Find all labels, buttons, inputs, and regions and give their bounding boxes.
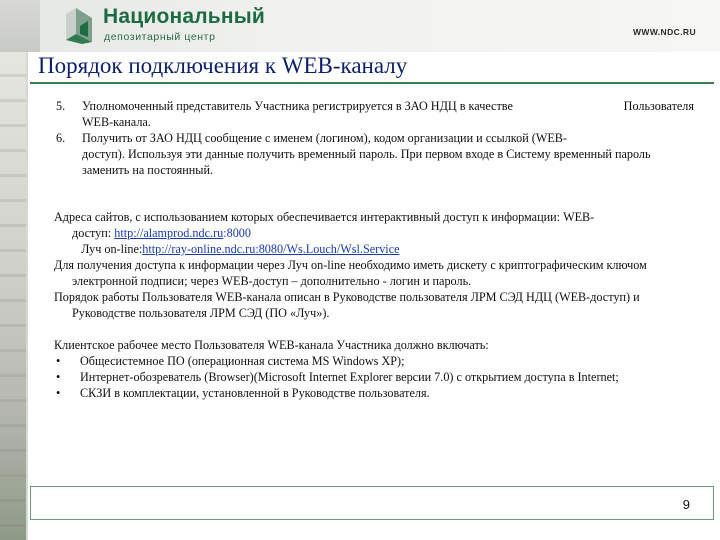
web-access-link[interactable]: http://alamprod.ndc.ru (114, 226, 224, 240)
luch-online-line: Луч on-line:http://ray-online.ndc.ru:8080/Ws.Louch/Wsl.Service (81, 242, 400, 256)
manual-reference: Порядок работы Пользователя WEB-канала описан в Руководстве пользователя ЛРМ СЭД НДЦ (WEB-доступ) и Руководстве пользователя ЛРМ СЭД (ПО «Луч»). (54, 290, 640, 320)
item-number: 6. (56, 131, 66, 145)
web-access-line: доступ: http://alamprod.ndc.ru:8000 (72, 226, 251, 240)
bullet: • (56, 370, 61, 384)
list-item: • СКЗИ в комплектации, установленной в Руководстве пользователя. (56, 386, 430, 400)
slide-body (54, 98, 694, 401)
strip-divider (26, 52, 28, 540)
logo-title: Национальный (103, 5, 266, 28)
web-access-port: :8000 (223, 226, 251, 240)
ndc-logo-icon (62, 4, 96, 44)
page-number-box (30, 486, 714, 520)
slide-title: Порядок подключения к WEB-каналу (38, 53, 408, 78)
decorative-photo-strip (0, 52, 26, 540)
list-item: • Общесистемное ПО (операционная система MS Windows XP); (56, 354, 405, 368)
item-text-cont: WEB-канала. (82, 115, 151, 129)
site-url[interactable]: WWW.NDC.RU (632, 27, 696, 37)
numbered-item-5 (54, 98, 694, 130)
bullet: • (56, 386, 61, 400)
sites-intro: Адреса сайтов, с использованием которых обеспечивается интерактивный доступ к информации: WEB- (54, 210, 595, 224)
list-item: • Интернет-обозреватель (Browser)(Microsoft Internet Explorer версии 7.0) с открытием доступа в Internet; (56, 370, 619, 384)
title-underline (30, 82, 714, 84)
logo-subtitle: депозитарный центр (104, 31, 216, 43)
workplace-intro: Клиентское рабочее место Пользователя WEB-канала Участника должно включать: (54, 338, 489, 352)
item-text-end: Пользователя (623, 99, 694, 113)
page-number: 9 (682, 497, 690, 512)
item-text-cont: доступ). Используя эти данные получить временный пароль. При первом входе в Систему временный пароль заменить на постоянный. (82, 147, 651, 177)
item-text: Уполномоченный представитель Участника регистрируется в ЗАО НДЦ в качестве (82, 99, 513, 113)
bullet: • (56, 354, 61, 368)
numbered-item-6 (54, 130, 694, 178)
building-photo (0, 0, 40, 52)
item-number: 5. (56, 99, 66, 113)
access-requirements: Для получения доступа к информации через Луч on-line необходимо иметь дискету с криптографическим ключом электронной подписи; через WEB-доступ – дополнительно - логин и пароль. (54, 258, 647, 288)
luch-online-link[interactable]: http://ray-online.ndc.ru:8080/Ws.Louch/Wsl.Service (142, 242, 400, 256)
item-text: Получить от ЗАО НДЦ сообщение с именем (логином), кодом организации и ссылкой (WEB- (82, 131, 567, 145)
header-banner (0, 0, 720, 52)
